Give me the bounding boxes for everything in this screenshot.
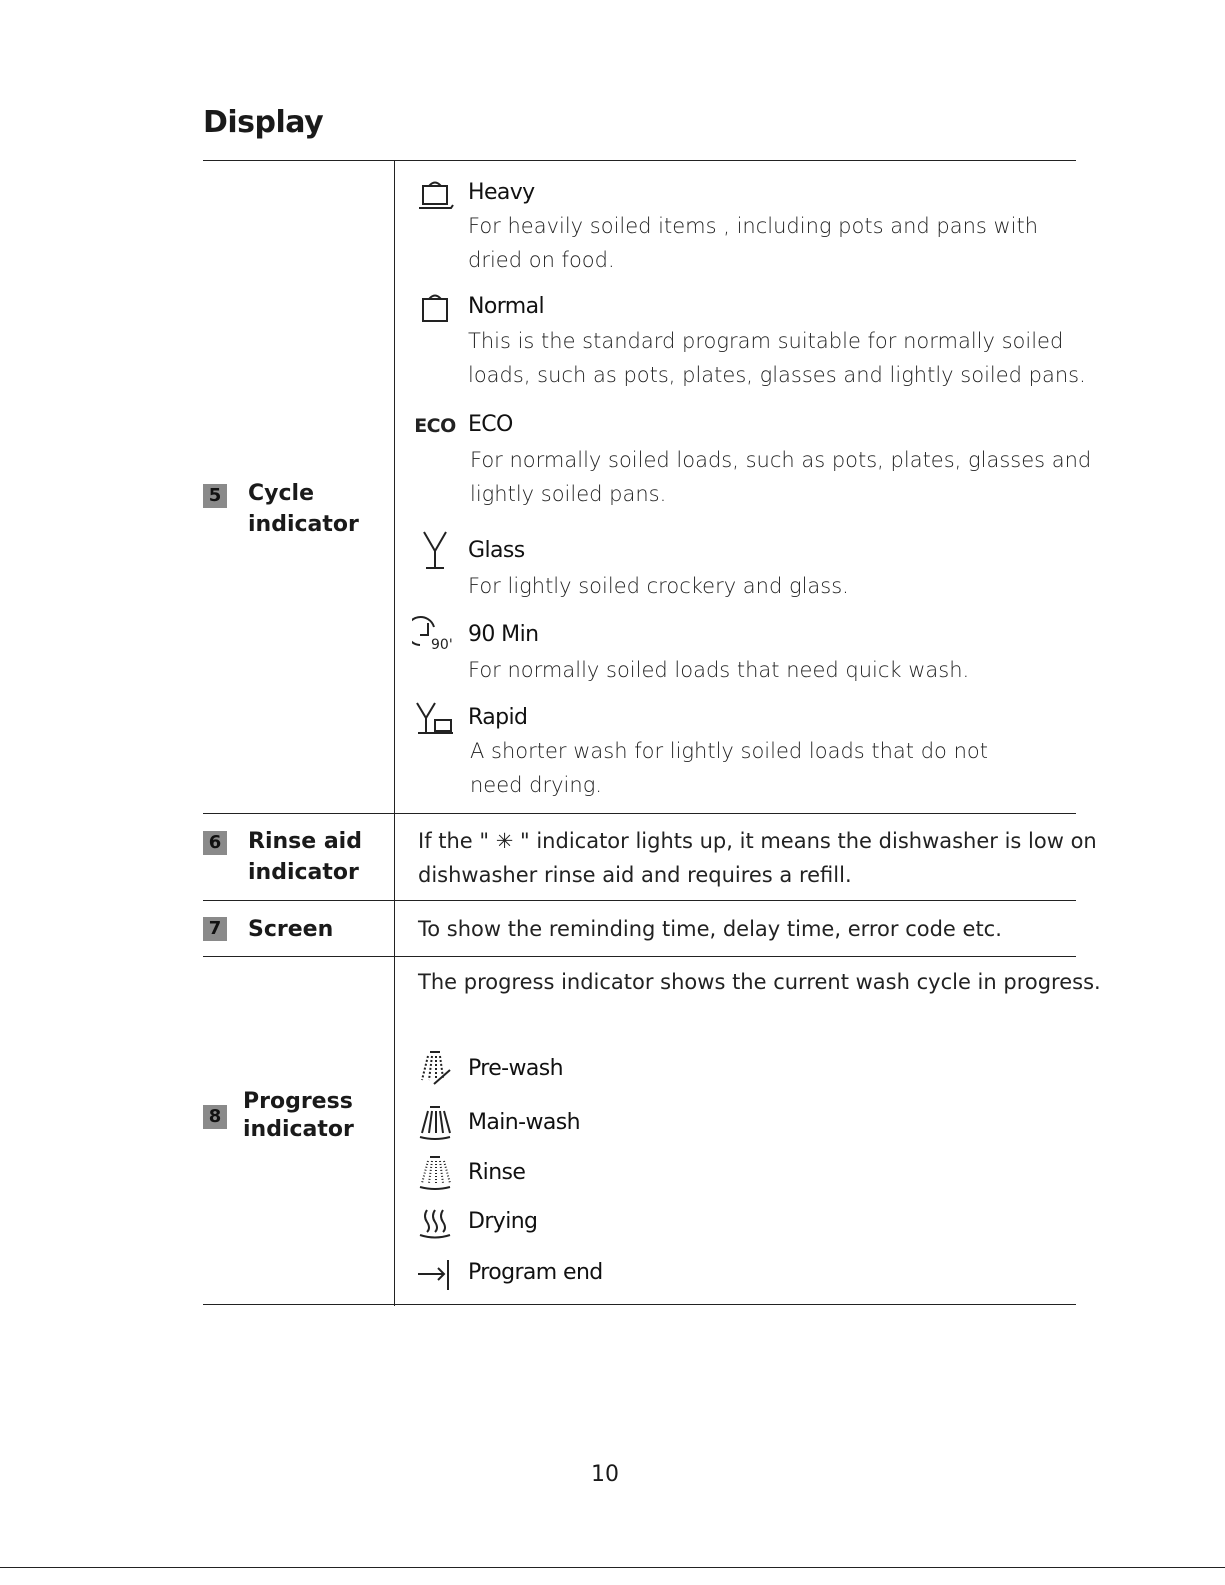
row-label: Progress indicator [243, 1089, 354, 1142]
row-label: Cycle indicator [248, 481, 359, 537]
progress-intro: The progress indicator shows the current wash cycle in progress. [418, 970, 1101, 994]
row-label-screen [203, 914, 393, 948]
page-number: 10 [591, 1462, 619, 1487]
progress-title-rinse: Rinse [468, 1160, 526, 1185]
progress-title-main-wash: Main-wash [468, 1110, 580, 1135]
cycle-desc-normal: This is the standard program suitable for normally soiled loads, such as pots, plates, glasses and lightly soiled pans. [468, 329, 1086, 387]
glass-and-cup-icon [412, 698, 458, 738]
progress-title-pre-wash: Pre-wash [468, 1056, 563, 1081]
row-divider [203, 956, 1076, 957]
row-divider [203, 813, 1076, 814]
progress-title-program-end: Program end [468, 1260, 603, 1285]
row-label: Rinse aid indicator [248, 829, 362, 885]
cycle-desc-eco: For normally soiled loads, such as pots, plates, glasses and lightly soiled pans. [470, 448, 1092, 506]
row-label-rinse-aid-indicator [203, 826, 393, 892]
clock-90-icon [412, 615, 458, 655]
wine-glass-icon [412, 530, 458, 570]
row-number-badge: 8 [203, 1105, 227, 1129]
table-top-rule [203, 160, 1076, 161]
row-label: Screen [248, 917, 334, 942]
cycle-title-90-min: 90 Min [468, 622, 539, 647]
eco-icon: ECO [414, 415, 456, 437]
row-number-badge: 7 [203, 917, 227, 941]
row-number-badge: 6 [203, 831, 227, 855]
column-divider [394, 160, 395, 1306]
normal-pot-icon [412, 288, 458, 328]
row-number-badge: 5 [203, 484, 227, 508]
cycle-desc-90-min: For normally soiled loads that need quick wash. [468, 658, 970, 682]
pre-wash-icon [412, 1048, 458, 1088]
cycle-title-eco: ECO [468, 412, 513, 437]
heavy-pot-icon [412, 175, 458, 215]
cycle-desc-heavy: For heavily soiled items , including pots and pans with dried on food. [468, 214, 1039, 272]
screen-description: To show the reminding time, delay time, error code etc. [418, 917, 1002, 941]
page-title: Display [203, 105, 324, 140]
row-label-cycle-indicator [203, 480, 393, 550]
page-bottom-rule [0, 1567, 1225, 1568]
progress-title-drying: Drying [468, 1209, 538, 1234]
rinse-aid-description: If the " ✳ " indicator lights up, it means the dishwasher is low on dishwasher rinse aid and requires a refill. [418, 829, 1097, 887]
program-end-icon [412, 1254, 458, 1294]
row-label-progress-indicator [203, 1088, 393, 1152]
cycle-desc-glass: For lightly soiled crockery and glass. [468, 574, 849, 598]
cycle-title-normal: Normal [468, 294, 544, 319]
table-bottom-rule [203, 1304, 1076, 1305]
cycle-title-heavy: Heavy [468, 180, 535, 205]
drying-icon [412, 1202, 458, 1242]
cycle-desc-rapid: A shorter wash for lightly soiled loads that do not need drying. [470, 739, 988, 797]
cycle-title-rapid: Rapid [468, 705, 528, 730]
svg-text:90': 90' [431, 637, 453, 653]
main-wash-icon [412, 1103, 458, 1143]
cycle-title-glass: Glass [468, 538, 525, 563]
rinse-icon [412, 1153, 458, 1193]
row-divider [203, 900, 1076, 901]
